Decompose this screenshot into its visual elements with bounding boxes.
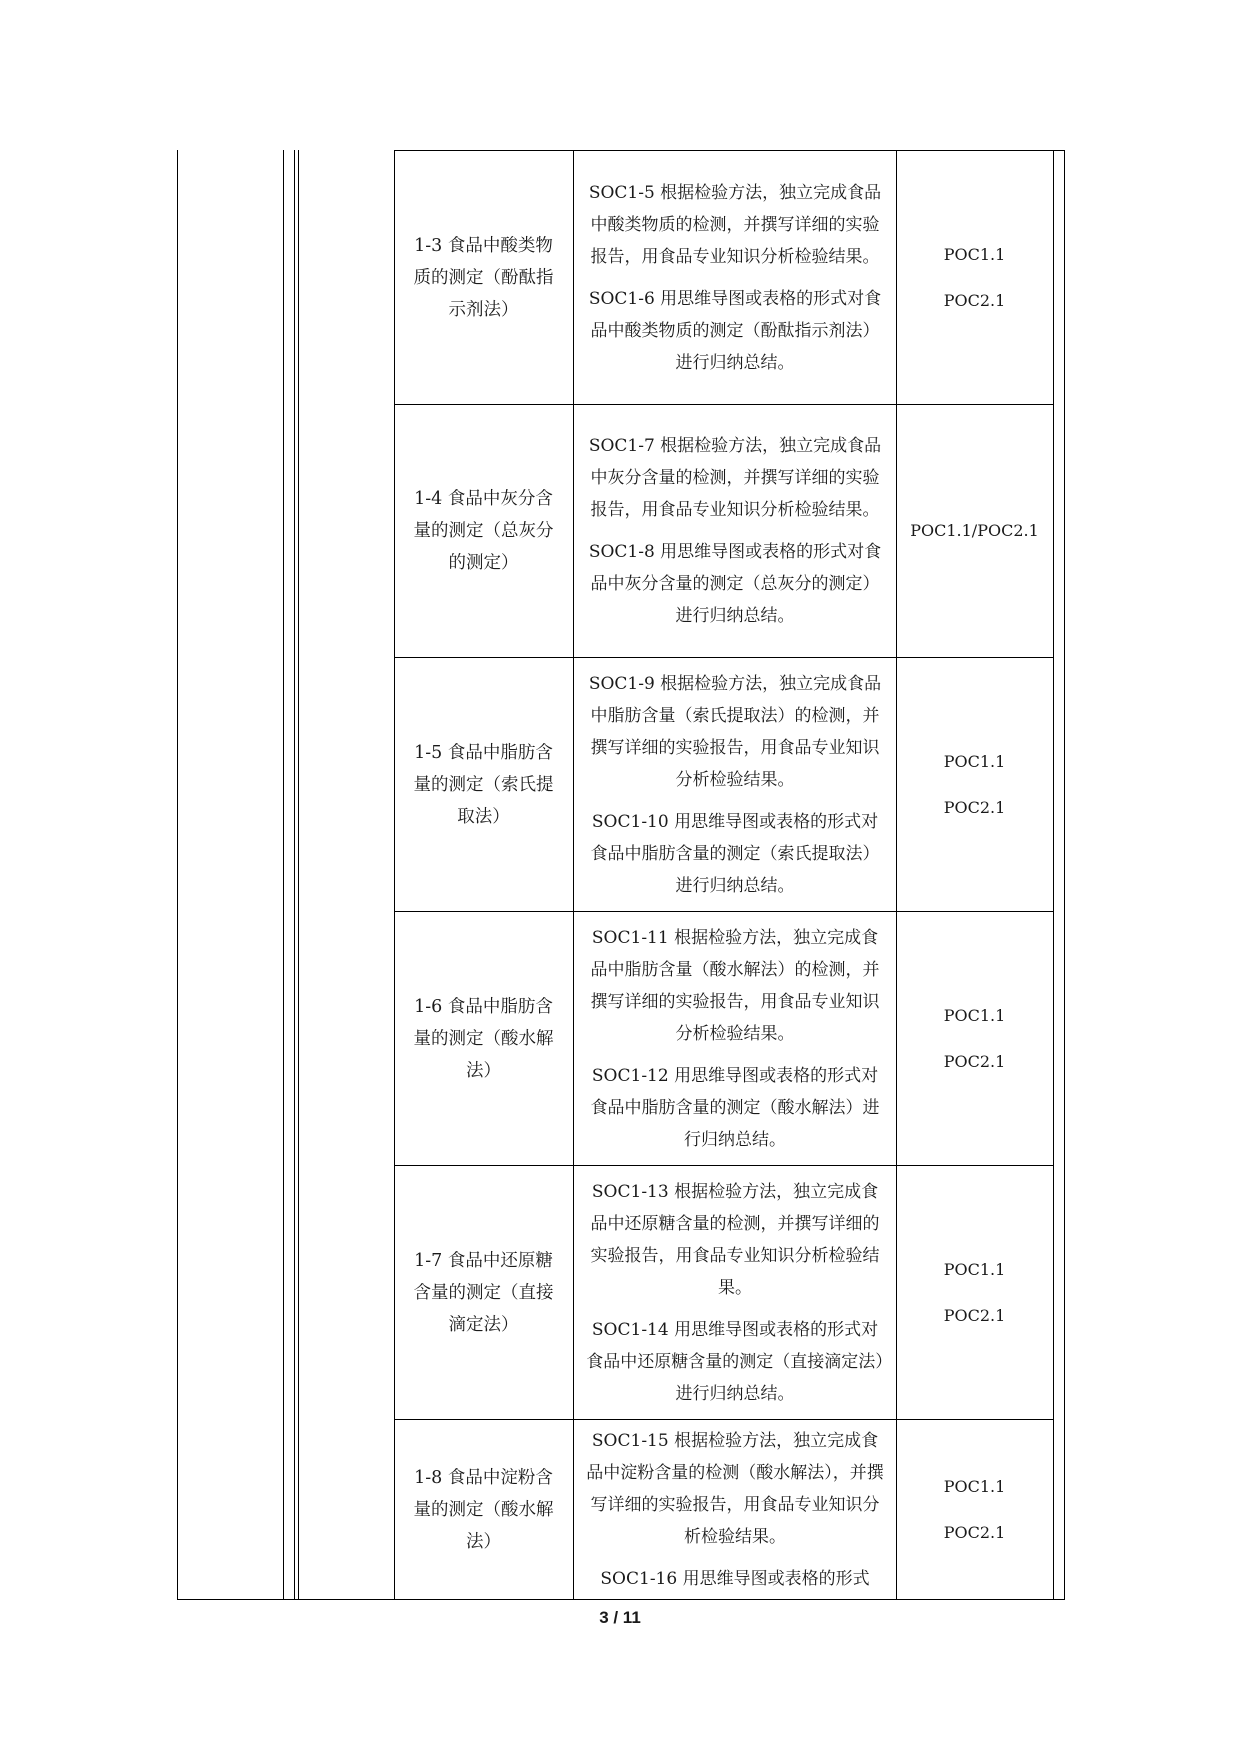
soc-item: SOC1-16 用思维导图或表格的形式 bbox=[600, 1568, 870, 1589]
soc-item: SOC1-11 根据检验方法，独立完成食品中脂肪含量（酸水解法）的检测，并撰写详细的实验报告，用食品专业知识分析检验结果。 bbox=[590, 927, 880, 1044]
poc-item: POC1.1 bbox=[943, 1259, 1006, 1279]
table-row-soc bbox=[574, 405, 896, 657]
column-divider bbox=[294, 150, 295, 1600]
table-row-poc bbox=[897, 405, 1052, 657]
table-row-soc bbox=[574, 1420, 896, 1599]
soc-item: SOC1-7 根据检验方法，独立完成食品中灰分含量的检测，并撰写详细的实验报告，用食品专业知识分析检验结果。 bbox=[588, 436, 882, 520]
poc-item: POC1.1 bbox=[943, 751, 1006, 771]
table-row-poc bbox=[897, 658, 1052, 911]
table-row-poc bbox=[897, 1420, 1052, 1599]
soc-item: SOC1-12 用思维导图或表格的形式对食品中脂肪含量的测定（酸水解法）进行归纳总结。 bbox=[590, 1065, 880, 1150]
table-border-right bbox=[1064, 150, 1065, 1600]
poc-item: POC2.1 bbox=[943, 1522, 1006, 1542]
poc-item: POC2.1 bbox=[943, 797, 1006, 817]
table-row-poc bbox=[897, 912, 1052, 1165]
table-row-soc bbox=[574, 1166, 896, 1419]
poc-item: POC2.1 bbox=[943, 290, 1006, 310]
column-divider bbox=[283, 150, 284, 1600]
table-row-topic: 1-7 食品中还原糖含量的测定（直接滴定法） bbox=[413, 1250, 554, 1335]
table-row-topic: 1-5 食品中脂肪含量的测定（索氏提取法） bbox=[413, 742, 554, 827]
table-row-poc bbox=[897, 151, 1052, 404]
poc-item: POC1.1/POC2.1 bbox=[910, 521, 1039, 540]
soc-item: SOC1-14 用思维导图或表格的形式对食品中还原糖含量的测定（直接滴定法）进行归纳总结。 bbox=[586, 1319, 884, 1404]
table-row-topic: 1-8 食品中淀粉含量的测定（酸水解法） bbox=[413, 1467, 554, 1552]
table-row-topic: 1-3 食品中酸类物质的测定（酚酞指示剂法） bbox=[413, 235, 554, 320]
table-row-topic: 1-4 食品中灰分含量的测定（总灰分的测定） bbox=[413, 489, 554, 573]
soc-item: SOC1-15 根据检验方法，独立完成食品中淀粉含量的检测（酸水解法），并撰写详细的实验报告，用食品专业知识分析检验结果。 bbox=[586, 1430, 884, 1547]
column-divider bbox=[298, 150, 299, 1600]
page-number: 3 / 11 bbox=[599, 1608, 641, 1627]
soc-item: SOC1-5 根据检验方法，独立完成食品中酸类物质的检测，并撰写详细的实验报告，用食品专业知识分析检验结果。 bbox=[588, 182, 882, 267]
soc-item: SOC1-9 根据检验方法，独立完成食品中脂肪含量（索氏提取法）的检测，并撰写详细的实验报告，用食品专业知识分析检验结果。 bbox=[588, 673, 882, 790]
soc-item: SOC1-6 用思维导图或表格的形式对食品中酸类物质的测定（酚酞指示剂法）进行归纳总结。 bbox=[588, 288, 882, 373]
poc-item: POC2.1 bbox=[943, 1051, 1006, 1071]
table-row-soc bbox=[574, 151, 896, 404]
table-row-poc bbox=[897, 1166, 1052, 1419]
table-border-bottom bbox=[177, 1599, 1065, 1600]
poc-item: POC1.1 bbox=[943, 1005, 1006, 1025]
soc-item: SOC1-10 用思维导图或表格的形式对食品中脂肪含量的测定（索氏提取法）进行归纳总结。 bbox=[590, 811, 880, 896]
table-border-left bbox=[177, 150, 178, 1600]
table-row-topic: 1-6 食品中脂肪含量的测定（酸水解法） bbox=[413, 996, 554, 1081]
soc-item: SOC1-8 用思维导图或表格的形式对食品中灰分含量的测定（总灰分的测定）进行归纳总结。 bbox=[588, 542, 882, 626]
poc-item: POC2.1 bbox=[943, 1305, 1006, 1325]
poc-item: POC1.1 bbox=[943, 1476, 1006, 1496]
column-divider bbox=[1053, 150, 1054, 1600]
table-row-soc bbox=[574, 912, 896, 1165]
soc-item: SOC1-13 根据检验方法，独立完成食品中还原糖含量的检测，并撰写详细的实验报告，用食品专业知识分析检验结果。 bbox=[590, 1181, 880, 1298]
poc-item: POC1.1 bbox=[943, 244, 1006, 264]
table-row-soc bbox=[574, 658, 896, 911]
